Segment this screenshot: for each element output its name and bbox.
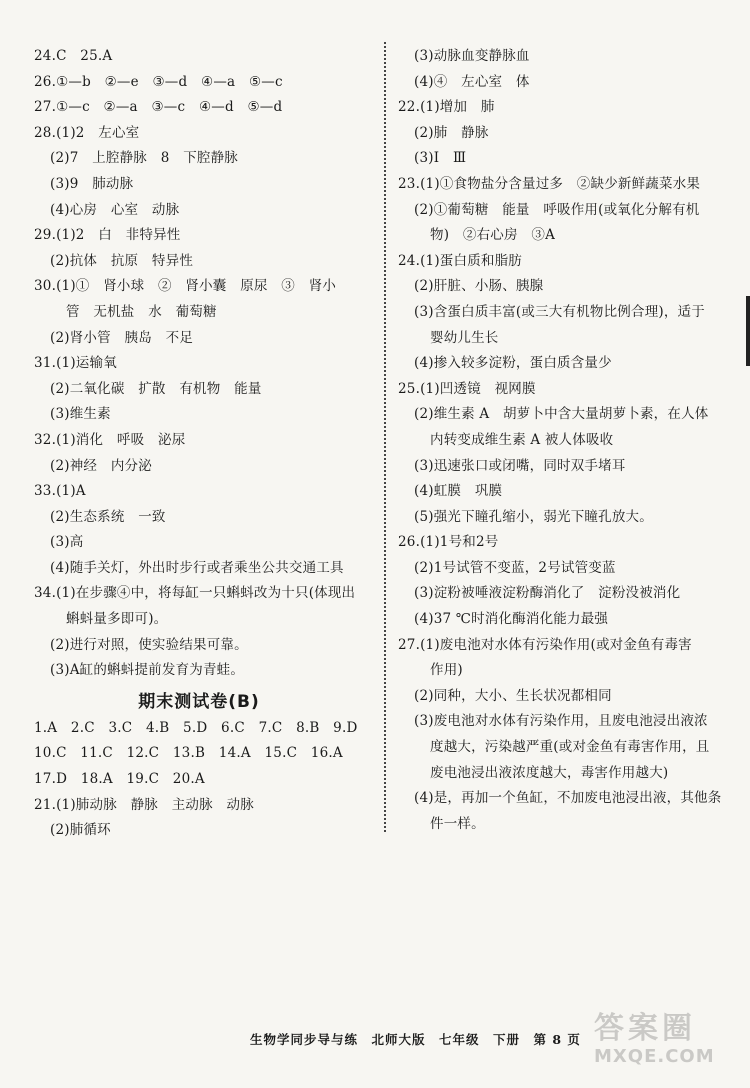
answer-line: (3)A缸的蝌蚪提前发育为青蛙。 xyxy=(50,662,245,679)
answer-line: (2)肝脏、小肠、胰腺 xyxy=(414,278,544,295)
answer-line: 22.(1)增加 肺 xyxy=(398,99,495,116)
answer-line: 内转变成维生素 A 被人体吸收 xyxy=(430,431,614,448)
answer-line: 婴幼儿生长 xyxy=(430,329,499,346)
watermark-logo-text: 答案圈 xyxy=(594,1011,696,1046)
answer-line: (2)二氧化碳 扩散 有机物 能量 xyxy=(50,380,262,397)
answer-line: 1.A 2.C 3.C 4.B 5.D 6.C 7.C 8.B 9.D xyxy=(34,719,358,736)
answer-line: (2)同种，大小、生长状况都相同 xyxy=(414,687,612,704)
answer-line: 25.(1)凹透镜 视网膜 xyxy=(398,380,536,397)
answer-line: (3)9 肺动脉 xyxy=(50,175,134,192)
left-column xyxy=(34,44,374,844)
answer-line: (3)淀粉被唾液淀粉酶消化了 淀粉没被消化 xyxy=(414,585,681,602)
page-footer: 生物学同步导与练 北师大版 七年级 下册 第 8 页 xyxy=(250,1032,581,1047)
answer-line: (2)肾小管 胰岛 不足 xyxy=(50,329,194,346)
left-answers-bottom xyxy=(34,716,374,844)
answer-line: (3)迅速张口或闭嘴，同时双手堵耳 xyxy=(414,457,626,474)
answer-line: (2)维生素 A 胡萝卜中含大量胡萝卜素，在人体 xyxy=(414,406,709,423)
watermark-url: MXQE.COM xyxy=(594,1046,715,1067)
section-title: 期末测试卷(B) xyxy=(138,691,260,712)
left-answers-top xyxy=(34,44,374,684)
answer-line: 废电池浸出液浓度越大，毒害作用越大) xyxy=(430,764,669,781)
answer-line: 26.①—b ②—e ③—d ④—a ⑤—c xyxy=(34,73,283,90)
answer-line: 17.D 18.A 19.C 20.A xyxy=(34,771,205,788)
answer-line: (4)37 ℃时消化酶消化能力最强 xyxy=(414,611,609,628)
answer-line: 24.C 25.A xyxy=(34,48,113,64)
answer-line: (2)肺循环 xyxy=(50,822,111,839)
answer-line: (2)生态系统 一致 xyxy=(50,508,166,525)
answer-line: 23.(1)①食物盐分含量过多 ②缺少新鲜蔬菜水果 xyxy=(398,175,701,192)
answer-line: (3)动脉血变静脉血 xyxy=(414,48,530,64)
answer-line: (3)Ⅰ Ⅲ xyxy=(414,150,467,167)
answer-line: 27.(1)废电池对水体有污染作用(或对金鱼有毒害 xyxy=(398,636,692,653)
answer-line: (3)废电池对水体有污染作用，且废电池浸出液浓 xyxy=(414,713,708,730)
answer-line: 31.(1)运输氧 xyxy=(34,355,117,372)
answer-line: (3)含蛋白质丰富(或三大有机物比例合理)，适于 xyxy=(414,303,705,320)
answer-line: 27.①—c ②—a ③—c ④—d ⑤—d xyxy=(34,99,283,116)
answer-line: (2)抗体 抗原 特异性 xyxy=(50,252,194,269)
answer-line: (4)掺入较多淀粉，蛋白质含量少 xyxy=(414,355,612,372)
page-edge-mark xyxy=(746,296,750,366)
answer-line: (4)④ 左心室 体 xyxy=(414,73,530,90)
answer-line: (4)是，再加一个鱼缸，不加废电池浸出液，其他条 xyxy=(414,790,722,807)
answer-line: 管 无机盐 水 葡萄糖 xyxy=(66,303,217,320)
answer-line: 蝌蚪量多即可)。 xyxy=(66,611,168,628)
answer-line: 32.(1)消化 呼吸 泌尿 xyxy=(34,431,186,448)
answer-line: (2)1号试管不变蓝，2号试管变蓝 xyxy=(414,559,616,576)
answer-line: (2)肺 静脉 xyxy=(414,124,489,141)
answer-line: 26.(1)1号和2号 xyxy=(398,534,499,551)
answer-line: 33.(1)A xyxy=(34,483,86,500)
answer-line: (3)维生素 xyxy=(50,406,111,423)
watermark-logo xyxy=(594,1012,744,1074)
answer-line: (3)高 xyxy=(50,534,84,551)
answer-line: 30.(1)① 肾小球 ② 肾小囊 原尿 ③ 肾小 xyxy=(34,278,337,295)
answer-line: 24.(1)蛋白质和脂肪 xyxy=(398,252,522,269)
answer-line: 件一样。 xyxy=(430,815,485,832)
right-answers xyxy=(398,44,733,837)
answer-line: (5)强光下瞳孔缩小，弱光下瞳孔放大。 xyxy=(414,508,653,525)
answer-line: 10.C 11.C 12.C 13.B 14.A 15.C 16.A xyxy=(34,745,343,762)
answer-line: 度越大，污染越严重(或对金鱼有毒害作用，且 xyxy=(430,739,710,756)
answer-line: (2)进行对照，使实验结果可靠。 xyxy=(50,636,248,653)
answer-line: (4)虹膜 巩膜 xyxy=(414,483,503,500)
answer-line: 34.(1)在步骤④中，将每缸一只蝌蚪改为十只(体现出 xyxy=(34,585,356,602)
answer-line: 21.(1)肺动脉 静脉 主动脉 动脉 xyxy=(34,796,254,813)
answer-line: (2)神经 内分泌 xyxy=(50,457,152,474)
answer-line: 29.(1)2 白 非特异性 xyxy=(34,227,181,244)
column-divider xyxy=(384,42,386,832)
answer-line: (2)①葡萄糖 能量 呼吸作用(或氧化分解有机 xyxy=(414,201,700,218)
answer-line: (2)7 上腔静脉 8 下腔静脉 xyxy=(50,150,239,167)
answer-line: 28.(1)2 左心室 xyxy=(34,124,140,141)
answer-line: (4)随手关灯，外出时步行或者乘坐公共交通工具 xyxy=(50,559,344,576)
answer-line: (4)心房 心室 动脉 xyxy=(50,201,180,218)
answer-line: 作用) xyxy=(430,662,463,679)
right-column xyxy=(398,44,733,837)
answer-line: 物) ②右心房 ③A xyxy=(430,227,556,244)
